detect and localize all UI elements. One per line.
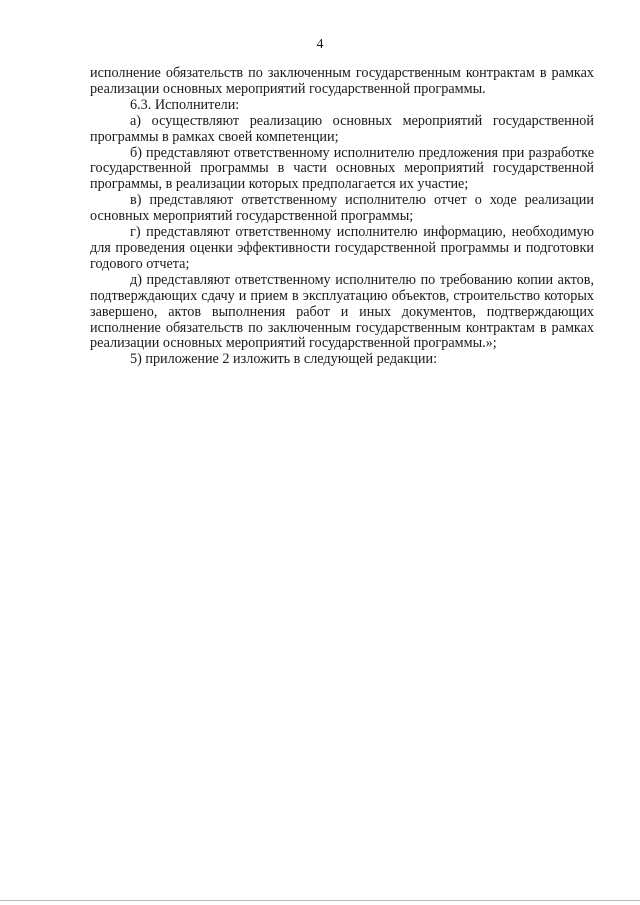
- paragraph-item-a: а) осуществляют реализацию основных мероприятий государственной программы в рамках своей компетенции;: [90, 112, 594, 145]
- paragraph-item-b: б) представляют ответственному исполнителю предложения при разработке государственной программы в части основных мероприятий государственной программы, в реализации которых предполагается их участие;: [90, 144, 594, 193]
- paragraph-item-5: 5) приложение 2 изложить в следующей редакции:: [130, 351, 438, 368]
- paragraph-item-v: в) представляют ответственному исполнителю отчет о ходе реализации основных мероприятий государственной программы;: [90, 192, 594, 225]
- document-body: [90, 66, 594, 368]
- page-number: 4: [316, 37, 324, 52]
- paragraph-6-3-heading: 6.3. Исполнители:: [130, 96, 240, 113]
- paragraph-item-g: г) представляют ответственному исполнителю информацию, необходимую для проведения оценки эффективности государственной программы и подготовки годового отчета;: [90, 224, 594, 272]
- page-bottom-divider: [0, 900, 640, 901]
- paragraph-continuation: исполнение обязательств по заключенным государственным контрактам в рамках реализации основных мероприятий государственной программы.: [90, 65, 594, 97]
- paragraph-item-d: д) представляют ответственному исполнителю по требованию копии актов, подтверждающих сдачу и прием в эксплуатацию объектов, строительство которых завершено, актов выполнения работ и иных документов, подтверждающих исполнение обязательств по заключенным государственным контрактам в рамках реализации основных мероприятий государственной программы.»;: [90, 271, 594, 352]
